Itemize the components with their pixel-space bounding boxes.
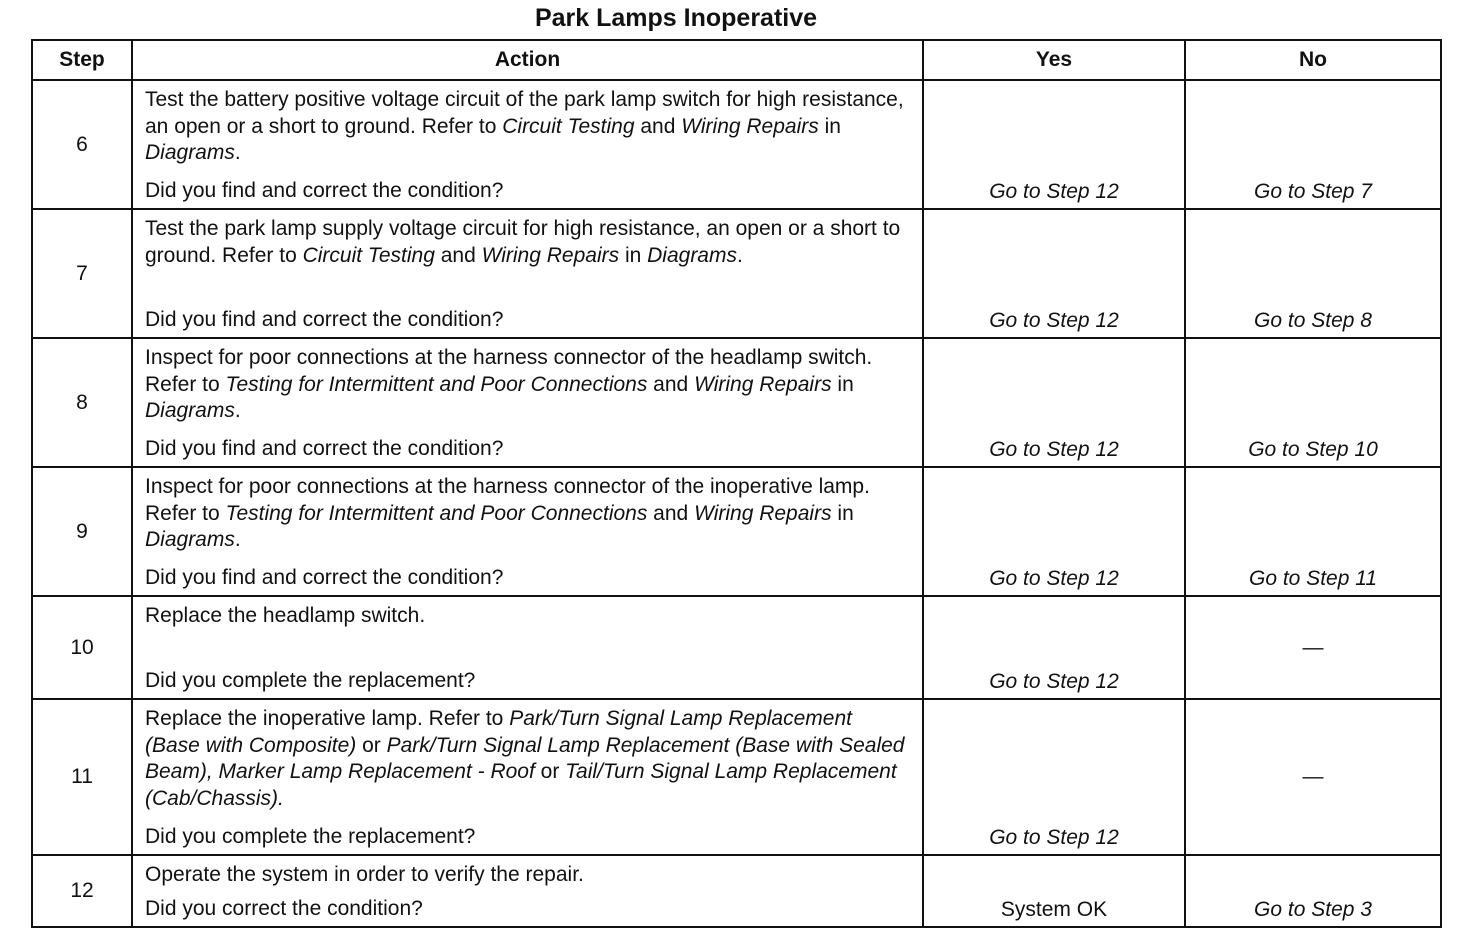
reference-text: Diagrams (647, 243, 737, 267)
reference-text: Park/Turn Signal Lamp Replacement (Base with Composite) (145, 707, 852, 757)
table-row (32, 699, 1441, 855)
action-cell (132, 699, 923, 855)
diagnostic-table (31, 39, 1442, 928)
action-phrase: in (831, 501, 854, 525)
reference-text: Circuit Testing (302, 243, 435, 267)
action-cell (132, 338, 923, 467)
action-phrase: and (647, 372, 695, 396)
action-question: Did you find and correct the condition? (145, 308, 504, 331)
yes-result: Go to Step 12 (923, 80, 1185, 209)
action-phrase: in (818, 114, 841, 138)
no-result: Go to Step 8 (1185, 209, 1441, 338)
action-phrase: Inspect for poor connections at the harness connector of the inoperative lamp. Refer to (145, 475, 870, 525)
step-number: 8 (32, 338, 132, 467)
reference-text: Diagrams (145, 141, 235, 164)
reference-text: Testing for Intermittent and Poor Connections (225, 372, 648, 396)
action-cell (132, 467, 923, 596)
step-number: 12 (32, 855, 132, 927)
header-no: No (1185, 40, 1441, 80)
action-phrase: . (234, 528, 241, 551)
reference-text: Wiring Repairs (481, 243, 620, 267)
no-result: — (1185, 596, 1441, 699)
reference-text: Wiring Repairs (694, 372, 832, 396)
no-result: Go to Step 3 (1185, 855, 1441, 927)
action-cell (132, 596, 923, 699)
header-action: Action (132, 40, 923, 80)
yes-result: Go to Step 12 (923, 699, 1185, 855)
action-text (145, 597, 912, 630)
action-question: Did you complete the replacement? (145, 825, 476, 848)
table-header-row (32, 40, 1441, 80)
yes-result: Go to Step 12 (923, 338, 1185, 467)
action-text (145, 339, 912, 425)
header-yes: Yes (923, 40, 1185, 80)
table-row (32, 467, 1441, 596)
reference-text: Tail/Turn Signal Lamp Replacement (Cab/Chassis). (145, 760, 897, 810)
action-question: Did you find and correct the condition? (145, 566, 504, 589)
action-phrase: and (434, 243, 482, 267)
action-phrase: . (736, 243, 743, 267)
page-title: Park Lamps Inoperative (534, 4, 818, 32)
table-row (32, 855, 1441, 927)
table-row (32, 209, 1441, 338)
action-question: Did you complete the replacement? (145, 669, 476, 692)
action-phrase: Operate the system in order to verify the repair. (145, 863, 584, 886)
step-number: 10 (32, 596, 132, 699)
action-phrase: . (234, 399, 241, 422)
reference-text: Diagrams (145, 528, 235, 551)
header-step: Step (32, 40, 132, 80)
reference-text: Testing for Intermittent and Poor Connections (225, 501, 648, 525)
action-phrase: and (634, 114, 682, 138)
step-number: 6 (32, 80, 132, 209)
no-result: Go to Step 11 (1185, 467, 1441, 596)
reference-text: Wiring Repairs (694, 501, 832, 525)
action-question: Did you correct the condition? (145, 897, 423, 920)
action-phrase: . (234, 141, 241, 164)
action-cell (132, 855, 923, 927)
action-question: Did you find and correct the condition? (145, 437, 504, 460)
action-cell (132, 80, 923, 209)
action-phrase: in (619, 243, 648, 267)
reference-text: Circuit Testing (502, 114, 635, 138)
action-phrase: Replace the headlamp switch. (145, 604, 426, 627)
action-cell (132, 209, 923, 338)
no-result: Go to Step 7 (1185, 80, 1441, 209)
reference-text: Diagrams (145, 399, 235, 422)
action-phrase: or (534, 760, 566, 783)
action-text (145, 700, 912, 812)
no-result: — (1185, 699, 1441, 855)
yes-result: System OK (923, 855, 1185, 927)
step-number: 9 (32, 467, 132, 596)
yes-result: Go to Step 12 (923, 467, 1185, 596)
table-row (32, 596, 1441, 699)
reference-text: Park/Turn Signal Lamp Replacement (Base with Sealed Beam), Marker Lamp Replacement - Roof (145, 733, 905, 783)
action-phrase: in (831, 372, 854, 396)
yes-result: Go to Step 12 (923, 209, 1185, 338)
no-result: Go to Step 10 (1185, 338, 1441, 467)
action-question: Did you find and correct the condition? (145, 179, 504, 202)
action-phrase: Inspect for poor connections at the harness connector of the headlamp switch. Refer to (145, 346, 873, 396)
table-row (32, 338, 1441, 467)
action-phrase: Replace the inoperative lamp. Refer to (145, 707, 510, 730)
yes-result: Go to Step 12 (923, 596, 1185, 699)
step-number: 11 (32, 699, 132, 855)
reference-text: Wiring Repairs (681, 114, 819, 138)
table-row (32, 80, 1441, 209)
action-phrase: or (356, 733, 387, 757)
action-text (145, 210, 912, 269)
action-phrase: Test the battery positive voltage circuit of the park lamp switch for high resistance, an open or a short to ground. Refer to (145, 88, 904, 138)
action-text (145, 856, 912, 889)
action-text (145, 81, 912, 167)
step-number: 7 (32, 209, 132, 338)
action-phrase: Test the park lamp supply voltage circuit for high resistance, an open or a short to ground. Refer to (145, 217, 901, 267)
action-text (145, 468, 912, 554)
action-phrase: and (647, 501, 695, 525)
